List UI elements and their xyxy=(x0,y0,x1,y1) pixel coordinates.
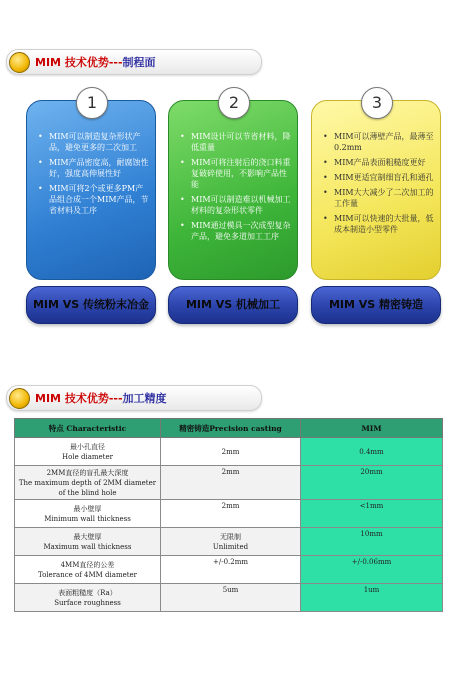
section-header-precision xyxy=(6,385,262,411)
precision-casting-value: 5um xyxy=(161,584,301,612)
feature-cell: 2MM直径的盲孔最大深度 The maximum depth of 2MM diameter of the blind hole xyxy=(15,466,161,500)
precision-casting-value: 2mm xyxy=(161,466,301,500)
comparison-label-machining: MIM VS 机械加工 xyxy=(168,286,298,324)
list-item: • MIM可以制造复杂形状产品，避免更多的二次加工 xyxy=(37,131,149,153)
list-item: • MIM产品表面粗糙度更好 xyxy=(322,157,434,168)
feature-cell: 表面粗糙度（Ra） Surface roughness xyxy=(15,584,161,612)
list-item: • MIM产品密度高，耐腐蚀性好，强度高伸展性好 xyxy=(37,157,149,179)
comparison-label-precision-casting: MIM VS 精密铸造 xyxy=(311,286,441,324)
advantage-card-2 xyxy=(168,93,298,280)
section-title: MIM 技术优势---加工精度 xyxy=(35,392,167,405)
mim-value: +/-0.06mm xyxy=(301,556,443,584)
precision-casting-value: 2mm xyxy=(161,500,301,528)
precision-casting-value: +/-0.2mm xyxy=(161,556,301,584)
feature-cell: 4MM直径的公差 Tolerance of 4MM diameter xyxy=(15,556,161,584)
comparison-label-powder-metallurgy: MIM VS 传统粉末冶金 xyxy=(26,286,156,324)
list-item: • MIM可将2个或更多PM产品组合成一个MIM产品，节省材料及工序 xyxy=(37,183,149,216)
mim-value: <1mm xyxy=(301,500,443,528)
table-row xyxy=(15,438,443,466)
list-item: • MIM大大减少了二次加工的工作量 xyxy=(322,187,434,209)
card-number-badge: 2 xyxy=(218,87,250,119)
card-number-badge: 3 xyxy=(361,87,393,119)
section-title: MIM 技术优势---制程面 xyxy=(35,56,156,69)
feature-cell: 最小壁厚 Minimum wall thickness xyxy=(15,500,161,528)
table-row xyxy=(15,528,443,556)
precision-casting-value: 无限制 Unlimited xyxy=(161,528,301,556)
table-row xyxy=(15,500,443,528)
column-header-precision-casting: 精密铸造Precision casting xyxy=(161,419,301,438)
mim-value: 1um xyxy=(301,584,443,612)
list-item: • MIM可以快速的大批量，低成本制造小型零件 xyxy=(322,213,434,235)
table-row xyxy=(15,556,443,584)
card-number-badge: 1 xyxy=(76,87,108,119)
mim-value: 10mm xyxy=(301,528,443,556)
column-header-mim: MIM xyxy=(301,419,443,438)
precision-comparison-table xyxy=(14,418,443,612)
bullet-circle-icon xyxy=(9,388,30,409)
table-row xyxy=(15,466,443,500)
feature-cell: 最小孔直径 Hole diameter xyxy=(15,438,161,466)
list-item: • MIM设计可以节省材料，降低重量 xyxy=(179,131,291,153)
list-item: • MIM可以制造难以机械加工材料的复杂形状零件 xyxy=(179,194,291,216)
list-item: • MIM可将注射后的浇口料重复破碎使用，不影响产品性能 xyxy=(179,157,291,190)
precision-casting-value: 2mm xyxy=(161,438,301,466)
card-bullet-list xyxy=(322,131,434,239)
section-header-process xyxy=(6,49,262,75)
card-bullet-list xyxy=(179,131,291,246)
list-item: • MIM可以薄壁产品，最薄至0.2mm xyxy=(322,131,434,153)
mim-value: 20mm xyxy=(301,466,443,500)
list-item: • MIM通过模具一次成型复杂产品，避免多道加工工序 xyxy=(179,220,291,242)
advantage-card-3 xyxy=(311,93,441,280)
column-header-characteristic: 特点 Characteristic xyxy=(15,419,161,438)
feature-cell: 最大壁厚 Maximum wall thickness xyxy=(15,528,161,556)
list-item: • MIM更适宜制细盲孔和通孔 xyxy=(322,172,434,183)
card-bullet-list xyxy=(37,131,149,220)
table-row xyxy=(15,584,443,612)
mim-value: 0.4mm xyxy=(301,438,443,466)
advantage-card-1 xyxy=(26,93,156,280)
table-header-row xyxy=(15,419,443,438)
bullet-circle-icon xyxy=(9,52,30,73)
